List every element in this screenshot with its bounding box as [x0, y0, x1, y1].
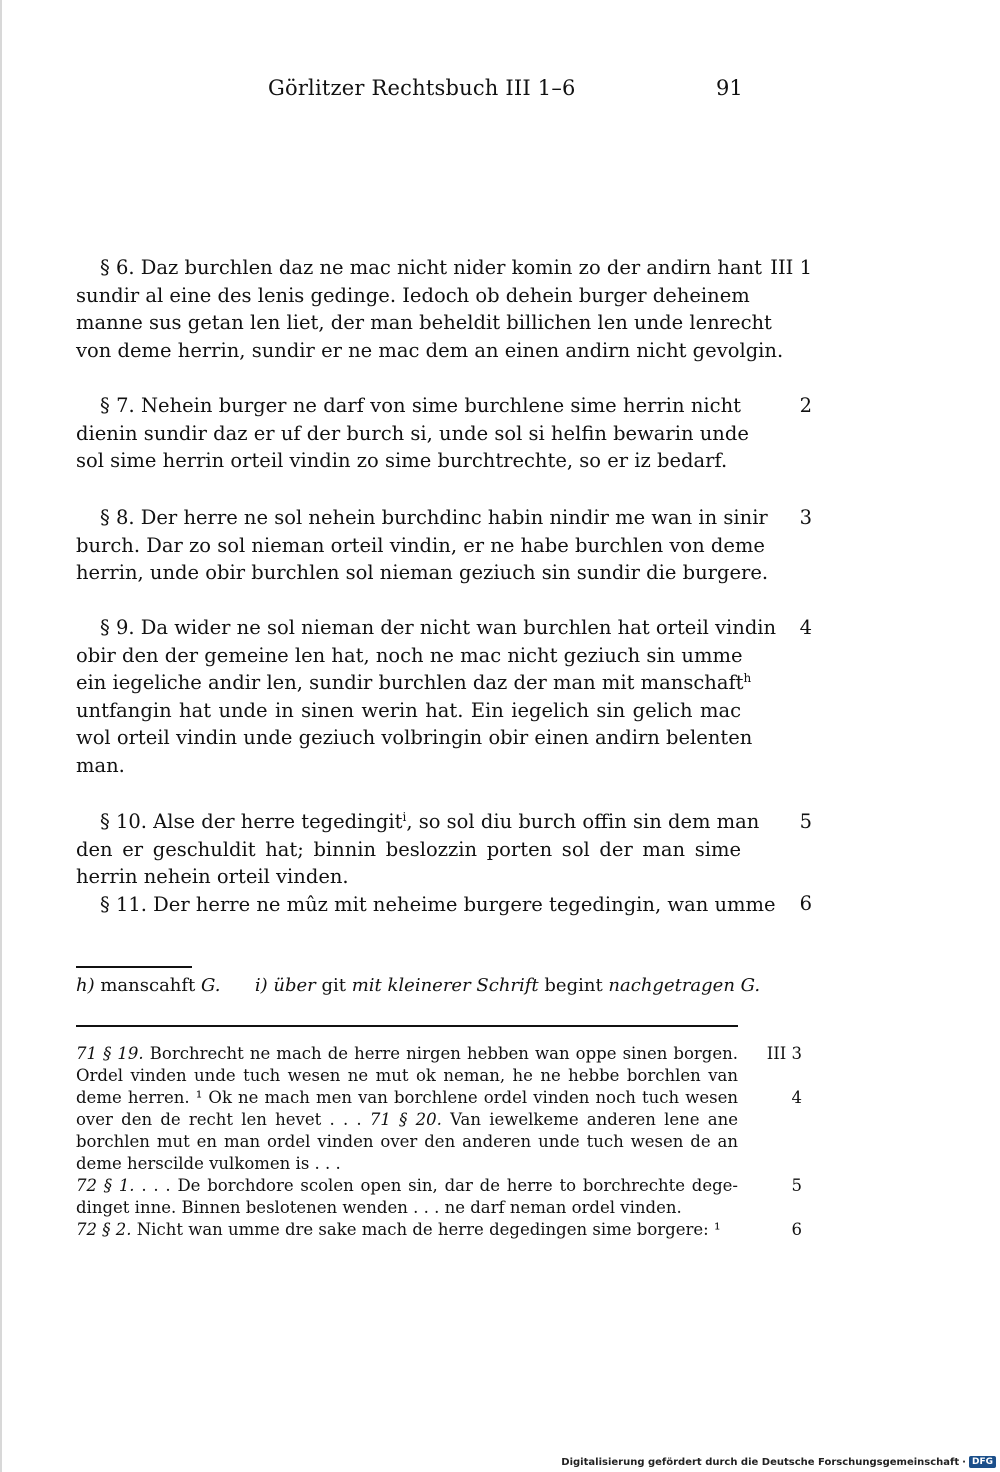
footnote-text-italic: über	[273, 975, 316, 996]
parallel-citation: 72 § 1.	[76, 1176, 135, 1195]
footnote-label-h: h)	[76, 975, 95, 996]
page-number: 91	[716, 76, 743, 100]
parallel-text	[76, 1043, 738, 1241]
text-line: von deme herrin, sundir er ne mac dem an einen andirn nicht gevolgin.	[76, 338, 784, 362]
parallel-line-text: Nicht wan umme dre sake mach de herre degedingen sime borgere: ¹	[136, 1220, 721, 1239]
parallel-line	[76, 1175, 738, 1197]
parallel-line-text: over den de recht len hevet . . .	[76, 1110, 362, 1129]
parallel-line	[76, 1219, 738, 1241]
text-line: den er geschuldit hat; binnin beslozzin porten sol der man sime	[76, 837, 741, 861]
parallel-line-text: Van iewelkeme anderen lene ane	[450, 1110, 738, 1129]
text-line: § 11. Der herre ne mûz mit neheime burgere tegedingin, wan umme	[100, 892, 776, 916]
parallel-line: borchlen mut en man ordel vinden over den anderen unde tuch wesen de an	[76, 1132, 738, 1151]
section-8	[76, 504, 769, 587]
text-line: herrin, unde obir burchlen sol nieman geziuch sin sundir die burgere.	[76, 561, 769, 584]
parallel-margin-reference: 4	[791, 1088, 802, 1107]
footnote-siglum: G.	[201, 975, 221, 996]
parallel-citation: 71 § 20.	[369, 1110, 442, 1129]
text-line: dienin sundir daz er uf der burch si, unde sol si helfin bewarin unde	[76, 421, 749, 445]
parallel-margin-reference: 5	[791, 1176, 802, 1195]
scan-edge	[0, 0, 2, 1472]
text-line: sundir al eine des lenis gedinge. Iedoch ob dehein burger deheinem	[76, 283, 750, 307]
text-line: obir den der gemeine len hat, noch ne mac nicht geziuch sin umme	[76, 643, 743, 667]
text-line: untfangin hat unde in sinen werin hat. Ein iegelich sin gelich mac	[76, 698, 741, 722]
text-line: man.	[76, 753, 125, 777]
parallel-line: deme herren. ¹ Ok ne mach men van borchlene ordel vinden noch tuch wesen	[76, 1088, 738, 1107]
text-line: § 9. Da wider ne sol nieman der nicht wan burchlen hat orteil vindin	[100, 616, 777, 639]
dfg-logo-icon: DFG	[969, 1456, 996, 1468]
parallel-citation: 71 § 19.	[76, 1044, 144, 1063]
parallel-line	[76, 1109, 738, 1131]
footnote-text-italic: nachgetragen G.	[608, 975, 761, 996]
section-10	[76, 808, 776, 918]
footnote-text: manscahft	[100, 975, 196, 996]
text-line: § 8. Der herre ne sol nehein burchdinc habin nindir me wan in sinir	[100, 506, 768, 529]
parallel-line-text: . . . De borchdore scolen open sin, dar de herre to borchrechte dege-	[141, 1176, 738, 1195]
section-6	[76, 254, 784, 364]
text-line	[76, 808, 760, 836]
margin-reference: 6	[799, 892, 812, 915]
footnote-label-i: i)	[254, 975, 268, 996]
parallel-line-text: Borchrecht ne mach de herre nirgen hebben wan oppe sinen borgen.	[149, 1044, 738, 1063]
margin-reference: III 1	[770, 256, 812, 279]
parallel-text-separator	[76, 1025, 738, 1027]
footnote-separator	[76, 966, 192, 968]
parallel-line: dinget inne. Binnen beslotenen wenden . . . ne darf neman ordel vinden.	[76, 1198, 682, 1217]
text-line-content: , so sol diu burch offin sin dem man	[406, 810, 760, 833]
footnote-text: git	[321, 975, 346, 996]
text-line: § 6. Daz burchlen daz ne mac nicht nider komin zo der andirn hant	[100, 256, 762, 279]
parallel-margin-reference: 6	[791, 1220, 802, 1239]
parallel-line: Ordel vinden unde tuch wesen ne mut ok neman, he ne hebbe borchlen van	[76, 1066, 738, 1085]
parallel-line: deme herscilde vulkomen is . . .	[76, 1154, 341, 1173]
parallel-line	[76, 1043, 738, 1065]
margin-reference: 4	[799, 616, 812, 639]
credit-text: Digitalisierung gefördert durch die Deutsche Forschungsgemeinschaft	[561, 1456, 960, 1468]
critical-apparatus	[76, 975, 760, 996]
section-7	[76, 392, 749, 475]
text-line-content: § 10. Alse der herre tegedingit	[100, 810, 403, 833]
text-line: herrin nehein orteil vinden.	[76, 865, 349, 888]
footnote-marker-i: i	[402, 809, 407, 824]
footnote-marker-h: h	[743, 670, 752, 685]
text-line: sol sime herrin orteil vindin zo sime burchtrechte, so er iz bedarf.	[76, 449, 728, 472]
parallel-citation: 72 § 2.	[76, 1220, 132, 1239]
digitization-credit: Digitalisierung gefördert durch die Deutsche Forschungsgemeinschaft · DFG	[561, 1456, 996, 1468]
running-header-title: Görlitzer Rechtsbuch III 1–6	[268, 76, 576, 100]
text-line: burch. Dar zo sol nieman orteil vindin, er ne habe burchlen von deme	[76, 533, 765, 557]
text-line: § 7. Nehein burger ne darf von sime burchlene sime herrin nicht	[100, 394, 741, 417]
margin-reference: 5	[799, 810, 812, 833]
footnote-text: begint	[544, 975, 603, 996]
text-line	[76, 669, 752, 697]
text-line: wol orteil vindin unde geziuch volbringin obir einen andirn belenten	[76, 726, 753, 749]
margin-reference: 3	[799, 506, 812, 529]
section-9	[76, 614, 777, 779]
footnote-text-italic: mit kleinerer Schrift	[351, 975, 539, 996]
text-line: manne sus getan len liet, der man beheldit billichen len unde lenrecht	[76, 311, 772, 334]
text-line-content: ein iegeliche andir len, sundir burchlen daz der man mit manschaft	[76, 671, 744, 694]
parallel-margin-reference: III 3	[766, 1044, 802, 1063]
margin-reference: 2	[799, 394, 812, 417]
